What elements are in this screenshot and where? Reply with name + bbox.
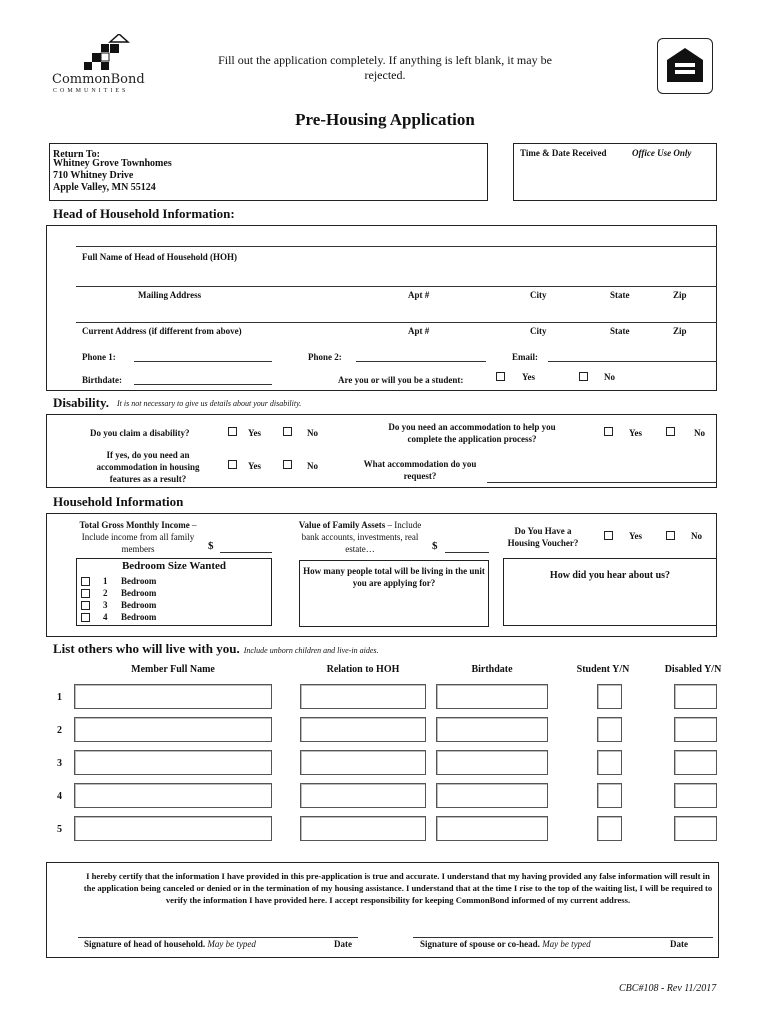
birthdate-label: Birthdate: bbox=[82, 375, 122, 385]
col-disabled: Disabled Y/N bbox=[664, 664, 722, 675]
member-name-input[interactable] bbox=[74, 684, 272, 709]
birthdate-input[interactable] bbox=[436, 684, 548, 709]
row-number: 5 bbox=[57, 824, 62, 835]
logo-icon bbox=[72, 34, 132, 72]
application-no-checkbox[interactable] bbox=[666, 427, 675, 436]
application-no-label: No bbox=[694, 428, 705, 438]
claim-no-label: No bbox=[307, 428, 318, 438]
member-name-input[interactable] bbox=[74, 750, 272, 775]
people-count-question: How many people total will be living in the unit you are applying for? bbox=[303, 566, 485, 588]
housing-no-label: No bbox=[307, 461, 318, 471]
relation-input[interactable] bbox=[300, 684, 426, 709]
member-name-input[interactable] bbox=[74, 816, 272, 841]
current-city-label: City bbox=[530, 326, 547, 336]
full-name-label: Full Name of Head of Household (HOH) bbox=[82, 252, 237, 262]
office-use-label: Office Use Only bbox=[632, 148, 692, 158]
student-no-label: No bbox=[604, 372, 615, 382]
phone2-label: Phone 2: bbox=[308, 352, 342, 362]
birthdate-input[interactable] bbox=[436, 750, 548, 775]
application-accommodation-question: Do you need an accommodation to help you complete the application process? bbox=[388, 422, 556, 444]
relation-input[interactable] bbox=[300, 717, 426, 742]
assets-dollar-sign: $ bbox=[432, 540, 438, 552]
spouse-may-be-typed: May be typed bbox=[542, 939, 591, 949]
relation-input[interactable] bbox=[300, 783, 426, 808]
full-name-line[interactable] bbox=[76, 246, 717, 247]
hoh-signature-line[interactable] bbox=[78, 937, 358, 938]
housing-accommodation-question: If yes, do you need an accommodation in housing features as a result? bbox=[96, 450, 200, 484]
application-yes-label: Yes bbox=[629, 428, 642, 438]
bedroom-size-title: Bedroom Size Wanted bbox=[121, 560, 227, 572]
housing-no-checkbox[interactable] bbox=[283, 460, 292, 469]
hoh-box bbox=[46, 225, 717, 391]
phone2-field[interactable] bbox=[356, 361, 486, 362]
relation-input[interactable] bbox=[300, 816, 426, 841]
col-member-name: Member Full Name bbox=[131, 664, 215, 675]
housing-yes-checkbox[interactable] bbox=[228, 460, 237, 469]
spouse-signature-label bbox=[420, 939, 591, 949]
row-number: 2 bbox=[57, 725, 62, 736]
others-note: Include unborn children and live-in aides. bbox=[243, 646, 379, 655]
bedroom-label: Bedroom bbox=[121, 612, 157, 622]
others-title: List others who will live with you. bbox=[53, 641, 240, 656]
return-to-label: Return To: bbox=[53, 149, 100, 160]
student-input[interactable] bbox=[597, 717, 622, 742]
logo-subtext: COMMUNITIES bbox=[53, 88, 129, 94]
bedroom-3-checkbox[interactable] bbox=[81, 601, 90, 610]
mailing-city-label: City bbox=[530, 290, 547, 300]
claim-yes-checkbox[interactable] bbox=[228, 427, 237, 436]
household-section-title: Household Information bbox=[53, 494, 184, 509]
income-dollar-sign: $ bbox=[208, 540, 214, 552]
bedroom-label: Bedroom bbox=[121, 600, 157, 610]
accommodation-request-question: What accommodation do you request? bbox=[363, 459, 477, 481]
commonbond-logo bbox=[50, 34, 145, 96]
row-number: 3 bbox=[57, 758, 62, 769]
current-state-label: State bbox=[610, 326, 630, 336]
voucher-yes-label: Yes bbox=[629, 531, 642, 541]
student-yes-checkbox[interactable] bbox=[496, 372, 505, 381]
hear-about-question: How did you hear about us? bbox=[549, 570, 671, 581]
col-relation: Relation to HOH bbox=[326, 664, 400, 675]
family-assets-title: Value of Family Assets bbox=[298, 520, 386, 530]
return-address-2: 710 Whitney Drive bbox=[53, 170, 134, 181]
bedroom-number: 1 bbox=[103, 576, 108, 586]
voucher-no-label: No bbox=[691, 531, 702, 541]
student-input[interactable] bbox=[597, 816, 622, 841]
hoh-date-label: Date bbox=[334, 939, 352, 949]
claim-no-checkbox[interactable] bbox=[283, 427, 292, 436]
birthdate-input[interactable] bbox=[436, 717, 548, 742]
page-title: Pre-Housing Application bbox=[295, 110, 475, 129]
phone1-label: Phone 1: bbox=[82, 352, 116, 362]
student-question: Are you or will you be a student: bbox=[338, 375, 464, 385]
hoh-section-title: Head of Household Information: bbox=[53, 206, 235, 221]
accommodation-request-field[interactable] bbox=[487, 482, 717, 483]
mailing-address-line[interactable] bbox=[76, 286, 717, 287]
mailing-address-label: Mailing Address bbox=[138, 290, 202, 300]
hoh-may-be-typed: May be typed bbox=[207, 939, 256, 949]
bedroom-number: 2 bbox=[103, 588, 108, 598]
bedroom-label: Bedroom bbox=[121, 576, 157, 586]
equal-housing-icon bbox=[665, 46, 705, 86]
claim-yes-label: Yes bbox=[248, 428, 261, 438]
voucher-yes-checkbox[interactable] bbox=[604, 531, 613, 540]
claim-disability-question: Do you claim a disability? bbox=[90, 428, 190, 438]
voucher-no-checkbox[interactable] bbox=[666, 531, 675, 540]
student-yes-label: Yes bbox=[522, 372, 535, 382]
logo-text: CommonBond bbox=[52, 72, 145, 87]
family-assets-field[interactable] bbox=[445, 552, 489, 553]
disabled-input[interactable] bbox=[674, 717, 717, 742]
student-input[interactable] bbox=[597, 783, 622, 808]
bedroom-4-checkbox[interactable] bbox=[81, 613, 90, 622]
family-assets-label bbox=[298, 519, 422, 555]
current-apt-label: Apt # bbox=[408, 326, 430, 336]
disabled-input[interactable] bbox=[674, 783, 717, 808]
certification-text: I hereby certify that the information I have provided in this pre-application is true and accurate. I understand that my having provided any false information will result in the application being canceled or denied or in the termination of my housing assistance. I understand that at the time I rise to the top of the waiting list, I will be required to verify the information I have provided here. I accept responsibility for keeping CommonBond informed of my current address. bbox=[83, 871, 713, 905]
spouse-signature-line[interactable] bbox=[413, 937, 713, 938]
bedroom-number: 4 bbox=[103, 612, 108, 622]
application-yes-checkbox[interactable] bbox=[604, 427, 613, 436]
form-id: CBC#108 - Rev 11/2017 bbox=[619, 983, 717, 994]
student-no-checkbox[interactable] bbox=[579, 372, 588, 381]
col-student: Student Y/N bbox=[576, 664, 630, 675]
disability-note: It is not necessary to give us details about your disability. bbox=[117, 399, 302, 408]
mailing-apt-label: Apt # bbox=[408, 290, 430, 300]
bedroom-label: Bedroom bbox=[121, 588, 157, 598]
row-number: 1 bbox=[57, 692, 62, 703]
member-name-input[interactable] bbox=[74, 783, 272, 808]
housing-yes-label: Yes bbox=[248, 461, 261, 471]
member-name-input[interactable] bbox=[74, 717, 272, 742]
bedroom-2-checkbox[interactable] bbox=[81, 589, 90, 598]
hear-about-box bbox=[503, 558, 717, 626]
return-address-3: Apple Valley, MN 55124 bbox=[53, 182, 156, 193]
others-section-title bbox=[53, 640, 379, 658]
student-input[interactable] bbox=[597, 750, 622, 775]
bedroom-number: 3 bbox=[103, 600, 108, 610]
spouse-date-label: Date bbox=[670, 939, 688, 949]
birthdate-input[interactable] bbox=[436, 783, 548, 808]
student-input[interactable] bbox=[597, 684, 622, 709]
mailing-state-label: State bbox=[610, 290, 630, 300]
current-zip-label: Zip bbox=[673, 326, 687, 336]
equal-housing-logo bbox=[657, 38, 713, 94]
spouse-signature-caption: Signature of spouse or co-head. bbox=[420, 939, 540, 949]
row-number: 4 bbox=[57, 791, 62, 802]
notice-text: Fill out the application completely. If anything is left blank, it may be rejected. bbox=[218, 53, 552, 82]
birthdate-field[interactable] bbox=[134, 384, 272, 385]
email-label: Email: bbox=[512, 352, 538, 362]
time-date-label: Time & Date Received bbox=[520, 148, 607, 158]
family-assets-note: – Include bank accounts, investments, real estate… bbox=[301, 520, 422, 554]
voucher-question: Do You Have a Housing Voucher? bbox=[507, 526, 579, 548]
disability-section-title: Disability. bbox=[53, 395, 109, 410]
email-field[interactable] bbox=[548, 361, 717, 362]
mailing-zip-label: Zip bbox=[673, 290, 687, 300]
disabled-input[interactable] bbox=[674, 816, 717, 841]
current-address-label: Current Address (if different from above) bbox=[82, 326, 242, 336]
bedroom-1-checkbox[interactable] bbox=[81, 577, 90, 586]
monthly-income-note: – Include income from all family members bbox=[81, 520, 197, 554]
birthdate-input[interactable] bbox=[436, 816, 548, 841]
monthly-income-title: Total Gross Monthly Income bbox=[79, 520, 190, 530]
col-birthdate: Birthdate bbox=[471, 664, 513, 675]
hoh-signature-label bbox=[84, 939, 256, 949]
phone1-field[interactable] bbox=[134, 361, 272, 362]
return-address-1: Whitney Grove Townhomes bbox=[53, 158, 172, 169]
hoh-signature-caption: Signature of head of household. bbox=[84, 939, 206, 949]
monthly-income-field[interactable] bbox=[220, 552, 272, 553]
monthly-income-label bbox=[78, 519, 198, 555]
disabled-input[interactable] bbox=[674, 750, 717, 775]
current-address-line[interactable] bbox=[76, 322, 717, 323]
disabled-input[interactable] bbox=[674, 684, 717, 709]
relation-input[interactable] bbox=[300, 750, 426, 775]
